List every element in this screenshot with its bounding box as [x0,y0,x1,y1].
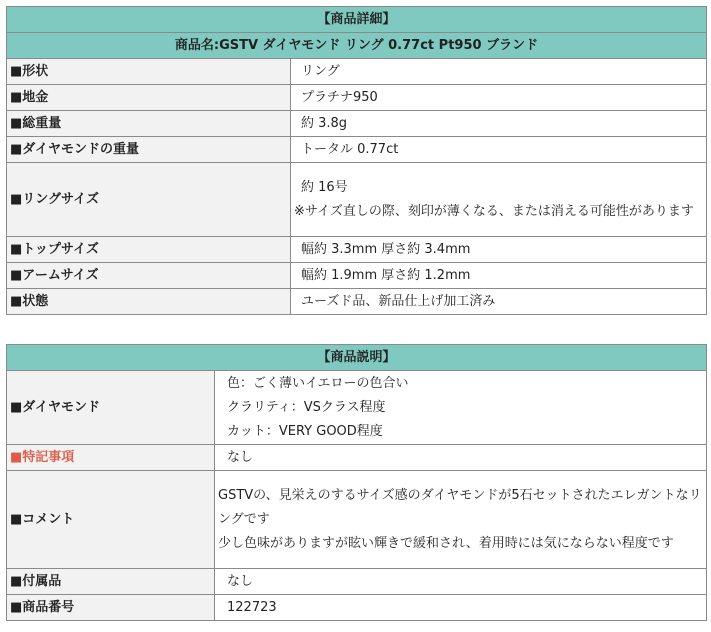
arm-size-value: 幅約 1.9mm 厚さ約 1.2mm [291,263,707,289]
diamond-label: ■ダイヤモンド [7,371,215,445]
weight-value: 約 3.8g [291,111,707,137]
accessories-value: なし [215,569,707,595]
diamond-cut: カット：VERY GOOD程度 [227,423,383,439]
special-notes-value: なし [215,445,707,471]
weight-label: ■総重量 [7,111,291,137]
metal-value: プラチナ950 [291,85,707,111]
condition-value: ユーズド品、新品仕上げ加工済み [291,289,707,315]
comment-line-1: GSTVの、見栄えのするサイズ感のダイヤモンドが5石セットされたエレガントなリングです [218,487,702,527]
details-header: 【商品詳細】 [7,7,707,33]
item-number-label: ■商品番号 [7,595,215,621]
accessories-label: ■付属品 [7,569,215,595]
comment-label: ■コメント [7,471,215,569]
ring-size-number: 約 16号 [301,179,348,195]
diamond-color: 色：ごく薄いイエローの色合い [227,375,409,391]
product-details-table [6,6,707,315]
comment-line-2: 少し色味がありますが眩い輝きで緩和され、着用時には気にならない程度です [218,535,674,551]
special-notes-label: ■特記事項 [7,445,215,471]
top-size-value: 幅約 3.3mm 厚さ約 3.4mm [291,237,707,263]
comment-value [215,471,707,569]
ring-size-label: ■リングサイズ [7,163,291,237]
arm-size-label: ■アームサイズ [7,263,291,289]
condition-label: ■状態 [7,289,291,315]
metal-label: ■地金 [7,85,291,111]
diamond-weight-value: トータル 0.77ct [291,137,707,163]
diamond-clarity: クラリティ：VSクラス程度 [227,399,386,415]
product-name: 商品名:GSTV ダイヤモンド リング 0.77ct Pt950 ブランド [7,33,707,59]
diamond-value [215,371,707,445]
ring-size-note: ※サイズ直しの際、刻印が薄くなる、または消える可能性があります [294,203,694,219]
shape-value: リング [291,59,707,85]
ring-size-value [291,163,707,237]
product-description-table [6,344,707,621]
description-header: 【商品説明】 [7,345,707,371]
top-size-label: ■トップサイズ [7,237,291,263]
diamond-weight-label: ■ダイヤモンドの重量 [7,137,291,163]
shape-label: ■形状 [7,59,291,85]
item-number-value: 122723 [215,595,707,621]
